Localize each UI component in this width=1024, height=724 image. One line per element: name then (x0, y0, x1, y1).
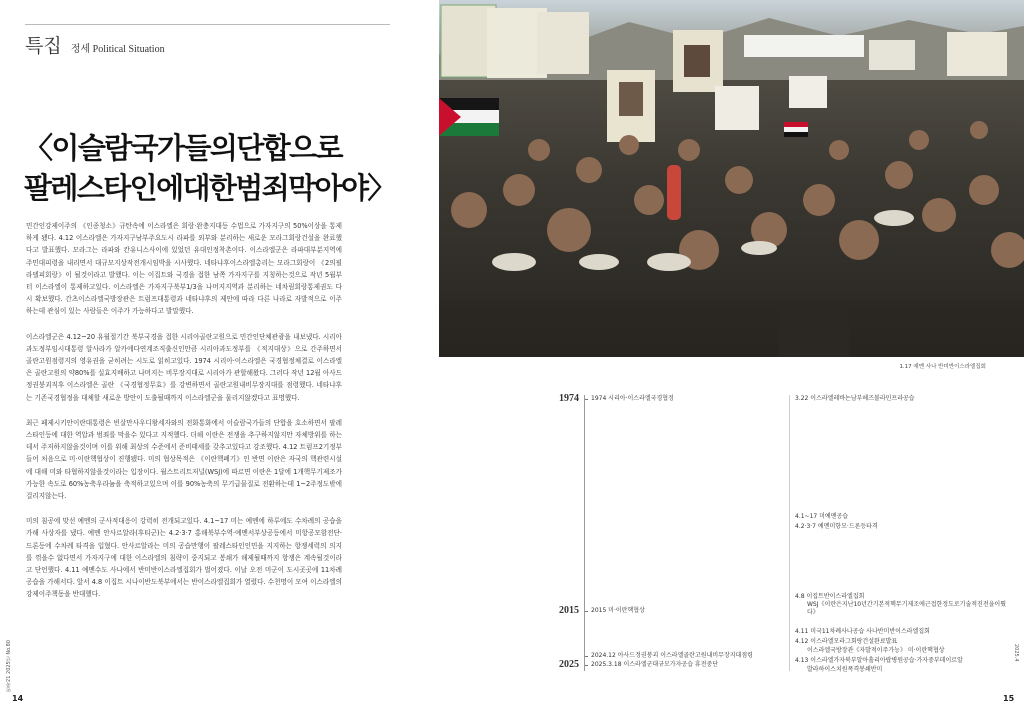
timeline-event: 2015 미·이란핵협상 (591, 607, 645, 614)
title-line-1: 〈이슬람국가들의단합으로 (24, 131, 342, 165)
right-page-number: 15 (1003, 694, 1015, 703)
timeline-event: 4.1~17 미예멘공습 (795, 513, 849, 520)
photo-caption: 1.17 예멘 사나 반미반이스라엘집회 (899, 364, 986, 370)
paragraph: 미의 침공에 맞선 예멘의 군사적대응이 강력히 전개되고있다. 4.1~17 미는 예멘에 하루에도 수차례의 공습을 가해 사상자를 냈다. 예멘 안사르알라(후티군)는 4.2·3·7 홍해북부수역·예멘서부상공등에서 미항공모함전단·드론등에 수차례 타격을 입혔다. 안사르알라는 미의 공습만행이 팔레스타인인민을 지지하는 항쟁세력의 의지를 꺾을수 없다면서 가자지구에 대한 이스라엘의 침략이 중지되고 봉쇄가 해제될때까지 항쟁은 계속될것이라고 단언했다. 4.11 예멘수도 사나에서 반미반이스라엘집회가 벌어졌다. 이날 오전 미군이 도시곳곳에 11차례공습을 가해서다. 앞서 4.8 이집트 시나이반도북부에서는 반이스라엘집회가 열렸다. 수천명이 모여 이스라엘의 강제이주책동을 반대했다. (26, 517, 342, 599)
timeline-event: 4.11 미국11차례사나공습 사나반미반이스라엘집회 (795, 628, 930, 635)
rally-photo-illustration (439, 0, 1024, 357)
left-page-number: 14 (12, 694, 24, 703)
timeline-event: 4.8 이집트반이스라엘집회 (795, 593, 865, 600)
timeline-axis (584, 395, 585, 671)
timeline-event: 3.22 이스라엘레바논남부헤즈볼라민프라공습 (795, 395, 915, 402)
paragraph: 민간인강제이주의 《인종청소》규탄속에 이스라엘은 회랑·완충지대등 수법으로 가자지구의 50%이상을 통제하게 됐다. 4.12 이스라엘은 가자지구남부주요도시 라파를 외부와 분리하는 새로운 모라그회랑건설을 완료했다고 발표했다. 모라그는 라파와 칸유니스사이에 있었던 유대인정착촌이다. 이스라엘군은 라파대부분지역에 주민대피령을 내리면서 대규모지상작전개시임박을 시사했다. 네타냐후이스라엘총리는 모라그회랑이 《2의필라델피회랑》이 될것이라고 발했다. 이는 이집트와 국경을 접한 남쪽 가자지구를 지칭하는것으로 작년 5월부터 이스라엘이 통제하고있다. 이스라엘은 가자지구북부1/3을 나머지지역과 분리하는 네차림회랑통제권도 다시 확보했다. 간츠이스라엘국방장관은 트럼프대통령과 네타냐후의 제안에 따라 다른 나라로 자발적으로 이주하는데 관심이 있는 사람들은 이주가 가능하다고 발말했다. (26, 222, 342, 316)
header-rule (25, 24, 390, 25)
paragraph: 이스라엘군은 4.12~20 유월절기간 북부국경을 접한 시리아골란고원으로 민간인단체관광을 내보냈다. 시리아과도정부임시대통령 알사라가 알카에다연계조직출신인만큼 시리아과도정부를 《적지대상》으로 간주하면서 골란고원점령지의 영유권을 굳히려는 시도로 읽히고있다. 1974 시리아·이스라엘은 국경협정체결로 이스라엘은 골란고원의 약80%를 실효지배하고 나머지는 비무장지대로 시리아가 관할해왔다. 그러다 작년 12월 아사드정권붕괴직후 이스라엘은 골란 《국경협정무효》를 강변하면서 골란고원내비무장지대를 점령했다. 네타냐후는 기존국경협정을 대체할 새로운 방안이 도출될때까지 이스라엘군을 물리지않겠다고 표명했다. (26, 332, 342, 402)
right-running-footer: 2025.4 (1013, 644, 1019, 662)
timeline-event: WSJ《이란은지난10년간기본적핵무기제조에근접한정도로기술적진전을이뤘다》 (807, 601, 1007, 616)
article-body (26, 220, 342, 614)
timeline-year: 1974 (559, 393, 579, 404)
title-line-2: 팔레스타인에대한범죄막아야〉 (24, 171, 395, 205)
timeline-tick (585, 665, 588, 666)
timeline-event: 4.12 이스라엘모라그회랑건설완료발표 (795, 638, 898, 645)
timeline-tick (585, 611, 588, 612)
timeline-year: 2015 (559, 605, 579, 616)
timeline-event: 4.2·3·7 예멘미항모·드론등타격 (795, 523, 878, 530)
timeline-event: 발라하이스치원폭격봉쇄반미 (807, 666, 883, 673)
timeline-event: 2025.3.18 이스라엘군대규모가자공습 휴전중단 (591, 661, 719, 668)
section-label (25, 31, 165, 58)
timeline-event: 1974 시리아·이스라엘국경협정 (591, 395, 674, 402)
timeline-event: 4.13 이스라엘가자북부알아흘리아랍병원공습·가자중부데이르알 (795, 657, 963, 664)
rally-photo (439, 0, 1024, 357)
left-running-footer: 민족21 2025년 No.80 (6, 640, 12, 692)
timeline-divider (789, 395, 790, 671)
timeline-tick (585, 399, 588, 400)
section-sub: 정세 Political Situation (70, 44, 165, 55)
timeline-year: 2025 (559, 659, 579, 670)
timeline-tick (585, 656, 588, 657)
paragraph: 최근 페제시키안이란대통령은 빈살만사우디왕세자와의 전화통화에서 이슬람국가들의 단합을 호소하면서 팔레스타인등에 대한 역압과 범죄를 막을수 있다고 지적했다. 더해 이란은 전쟁을 추구하지않지만 자체방위를 하는데서 주저하지않을것이며 이를 위해 최상의 수준에서 준비태세를 갖추고있다고 강조했다. 4.12 트럼프2기정부들어 처음으로 미·이란핵협상이 진행됐다. 미의 협상목적은 《이란핵폐기》인 반면 이란은 자국의 핵관련시설에 대해 미와 타협하지않을것이라는 입장이다. 월스트리트저널(WSJ)에 따르면 이란은 1달에 1개핵무기제조가 가능한 속도로 60%농축우라늄을 축적하고있으며 이를 90%농축의 무기급물질로 전환하는데 1~2주정도밖에 걸리지않는다. (26, 418, 342, 501)
section-main: 특집 (25, 35, 62, 57)
timeline-event: 2024.12 아사드정권붕괴 이스라엘골란고원내비무장지대점령 (591, 652, 753, 659)
timeline-event: 이스라엘국방장관《자발적이주가능》 미·이란핵협상 (807, 647, 945, 654)
article-title (24, 128, 404, 208)
